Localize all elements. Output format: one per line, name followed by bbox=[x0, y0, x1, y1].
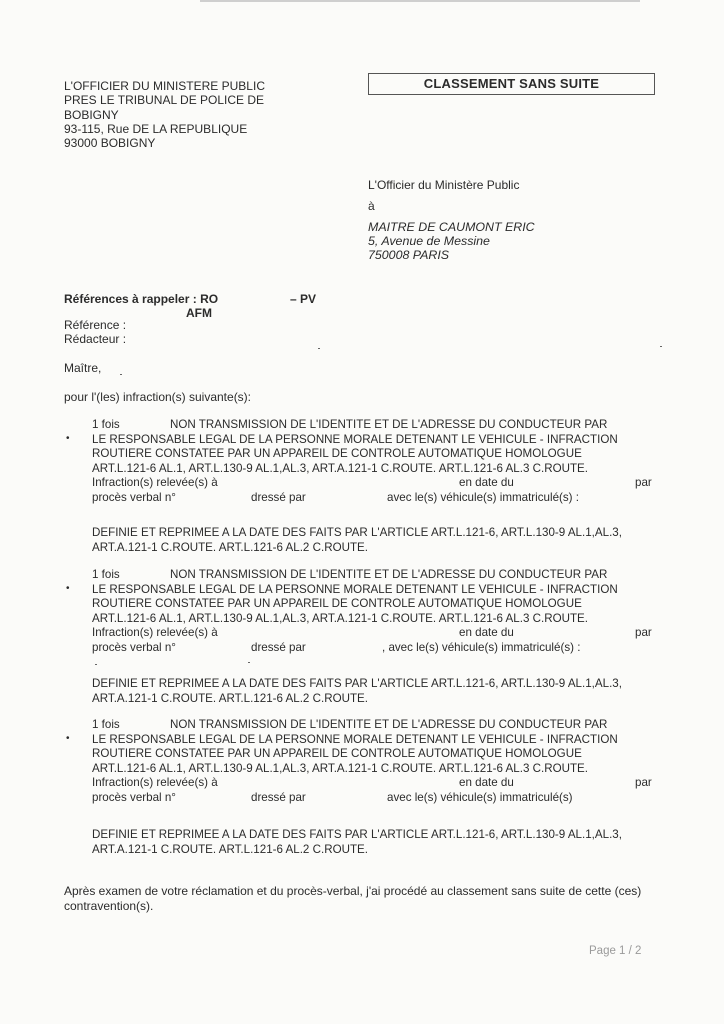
definition-line: ART.A.121-1 C.ROUTE. ART.L.121-6 AL.2 C.ROUTE. bbox=[92, 540, 368, 554]
infraction-title-line: ROUTIERE CONSTATEE PAR UN APPAREIL DE CONTROLE AUTOMATIQUE HOMOLOGUE bbox=[92, 747, 582, 760]
dresse-label: dressé par bbox=[251, 490, 306, 504]
infraction-title-line: LE RESPONSABLE LEGAL DE LA PERSONNE MORALE DETENANT LE VEHICULE - INFRACTION bbox=[92, 432, 618, 446]
definition-line: ART.A.121-1 C.ROUTE. ART.L.121-6 AL.2 C.ROUTE. bbox=[92, 842, 368, 856]
intro-text: pour l'(les) infraction(s) suivante(s): bbox=[64, 390, 252, 404]
infraction-title-line: ART.L.121-6 AL.1, ART.L.130-9 AL.1,AL.3, ART.A.121-1 C.ROUTE. ART.L.121-6 AL.3 C.ROUTE. bbox=[92, 611, 589, 625]
reference-label: Référence : bbox=[64, 318, 127, 332]
pv-label: procès verbal n° bbox=[92, 790, 176, 804]
recipient-line: MAITRE DE CAUMONT ERIC bbox=[368, 220, 535, 234]
document-title-box: CLASSEMENT SANS SUITE bbox=[368, 73, 655, 95]
sender-line: PRES LE TRIBUNAL DE POLICE DE bbox=[64, 93, 265, 108]
closing-line: contravention(s). bbox=[64, 899, 154, 913]
recipient-line: 5, Avenue de Messine bbox=[368, 234, 490, 249]
from-block bbox=[368, 178, 519, 213]
bullet-icon: • bbox=[66, 583, 70, 594]
scan-speck bbox=[660, 346, 662, 347]
sender-line: L'OFFICIER DU MINISTERE PUBLIC bbox=[64, 79, 265, 93]
infraction-block bbox=[66, 418, 662, 508]
references-pv: – PV bbox=[290, 292, 317, 306]
closing-line: Après examen de votre réclamation et du procès-verbal, j'ai procédé au classement sans suite de cette (ces) bbox=[64, 884, 642, 898]
infraction-title-line: LE RESPONSABLE LEGAL DE LA PERSONNE MORALE DETENANT LE VEHICULE - INFRACTION bbox=[92, 582, 618, 596]
infraction-title-line: LE RESPONSABLE LEGAL DE LA PERSONNE MORALE DETENANT LE VEHICULE - INFRACTION bbox=[92, 732, 618, 746]
redacteur-label: Rédacteur : bbox=[64, 332, 127, 346]
infraction-title-line: ART.L.121-6 AL.1, ART.L.130-9 AL.1,AL.3, ART.A.121-1 C.ROUTE. ART.L.121-6 AL.3 C.ROUTE. bbox=[92, 461, 589, 475]
definition-block bbox=[92, 828, 662, 858]
infraction-title-line: ROUTIERE CONSTATEE PAR UN APPAREIL DE CONTROLE AUTOMATIQUE HOMOLOGUE bbox=[92, 447, 582, 460]
dresse-label: dressé par bbox=[251, 640, 306, 654]
definition-block bbox=[92, 526, 662, 556]
infraction-block bbox=[66, 568, 662, 658]
page-number: Page 1 / 2 bbox=[589, 945, 642, 957]
infraction-block bbox=[66, 718, 662, 808]
relevee-label: Infraction(s) relevée(s) à bbox=[92, 626, 218, 639]
definition-line: DEFINIE ET REPRIMEE A LA DATE DES FAITS PAR L'ARTICLE ART.L.121-6, ART.L.130-9 AL.1,AL.3, bbox=[92, 677, 622, 690]
infraction-title-line: ROUTIERE CONSTATEE PAR UN APPAREIL DE CONTROLE AUTOMATIQUE HOMOLOGUE bbox=[92, 597, 582, 610]
scan-speck bbox=[318, 348, 320, 349]
definition-block bbox=[92, 677, 662, 707]
infraction-count: 1 fois bbox=[92, 568, 120, 581]
infraction-title-line: NON TRANSMISSION DE L'IDENTITE ET DE L'ADRESSE DU CONDUCTEUR PAR bbox=[170, 568, 608, 581]
vehicule-label: avec le(s) véhicule(s) immatriculé(s) bbox=[387, 790, 573, 804]
references-label: Références à rappeler : RO bbox=[64, 292, 219, 306]
scan-speck bbox=[248, 662, 250, 663]
pv-label: procès verbal n° bbox=[92, 490, 176, 504]
infraction-title-line: NON TRANSMISSION DE L'IDENTITE ET DE L'ADRESSE DU CONDUCTEUR PAR bbox=[170, 718, 608, 731]
en-date-label: en date du bbox=[459, 626, 514, 639]
infraction-title-line: ART.L.121-6 AL.1, ART.L.130-9 AL.1,AL.3, ART.A.121-1 C.ROUTE. ART.L.121-6 AL.3 C.ROUTE. bbox=[92, 761, 589, 775]
pv-label: procès verbal n° bbox=[92, 640, 176, 654]
scan-edge-line bbox=[200, 0, 640, 2]
par-label: par bbox=[635, 476, 652, 489]
references-afm: AFM bbox=[186, 306, 212, 320]
scan-speck bbox=[95, 664, 97, 665]
bullet-icon: • bbox=[66, 733, 70, 744]
par-label: par bbox=[635, 626, 652, 639]
relevee-label: Infraction(s) relevée(s) à bbox=[92, 776, 218, 789]
sender-line: 93-115, Rue DE LA REPUBLIQUE bbox=[64, 121, 248, 136]
sender-line: 93000 BOBIGNY bbox=[64, 136, 156, 151]
vehicule-label: avec le(s) véhicule(s) immatriculé(s) : bbox=[387, 490, 579, 504]
recipient-address bbox=[368, 220, 535, 263]
en-date-label: en date du bbox=[459, 476, 514, 489]
closing-paragraph bbox=[64, 884, 664, 914]
dresse-label: dressé par bbox=[251, 790, 306, 804]
par-label: par bbox=[635, 776, 652, 789]
relevee-label: Infraction(s) relevée(s) à bbox=[92, 476, 218, 489]
definition-line: DEFINIE ET REPRIMEE A LA DATE DES FAITS PAR L'ARTICLE ART.L.121-6, ART.L.130-9 AL.1,AL.3, bbox=[92, 828, 622, 841]
infraction-title-line: NON TRANSMISSION DE L'IDENTITE ET DE L'ADRESSE DU CONDUCTEUR PAR bbox=[170, 418, 608, 431]
scan-speck bbox=[120, 374, 122, 375]
infraction-count: 1 fois bbox=[92, 418, 120, 431]
en-date-label: en date du bbox=[459, 776, 514, 789]
recipient-line: 750008 PARIS bbox=[368, 248, 450, 263]
vehicule-label: , avec le(s) véhicule(s) immatriculé(s) : bbox=[382, 640, 581, 654]
bullet-icon: • bbox=[66, 433, 70, 444]
definition-line: DEFINIE ET REPRIMEE A LA DATE DES FAITS PAR L'ARTICLE ART.L.121-6, ART.L.130-9 AL.1,AL.3, bbox=[92, 526, 622, 539]
sender-address bbox=[64, 79, 304, 150]
a-line: à bbox=[368, 198, 375, 213]
salutation: Maître, bbox=[64, 361, 102, 375]
definition-line: ART.A.121-1 C.ROUTE. ART.L.121-6 AL.2 C.ROUTE. bbox=[92, 691, 368, 705]
sender-line: BOBIGNY bbox=[64, 107, 119, 122]
from-line: L'Officier du Ministère Public bbox=[368, 178, 520, 192]
infraction-count: 1 fois bbox=[92, 718, 120, 731]
